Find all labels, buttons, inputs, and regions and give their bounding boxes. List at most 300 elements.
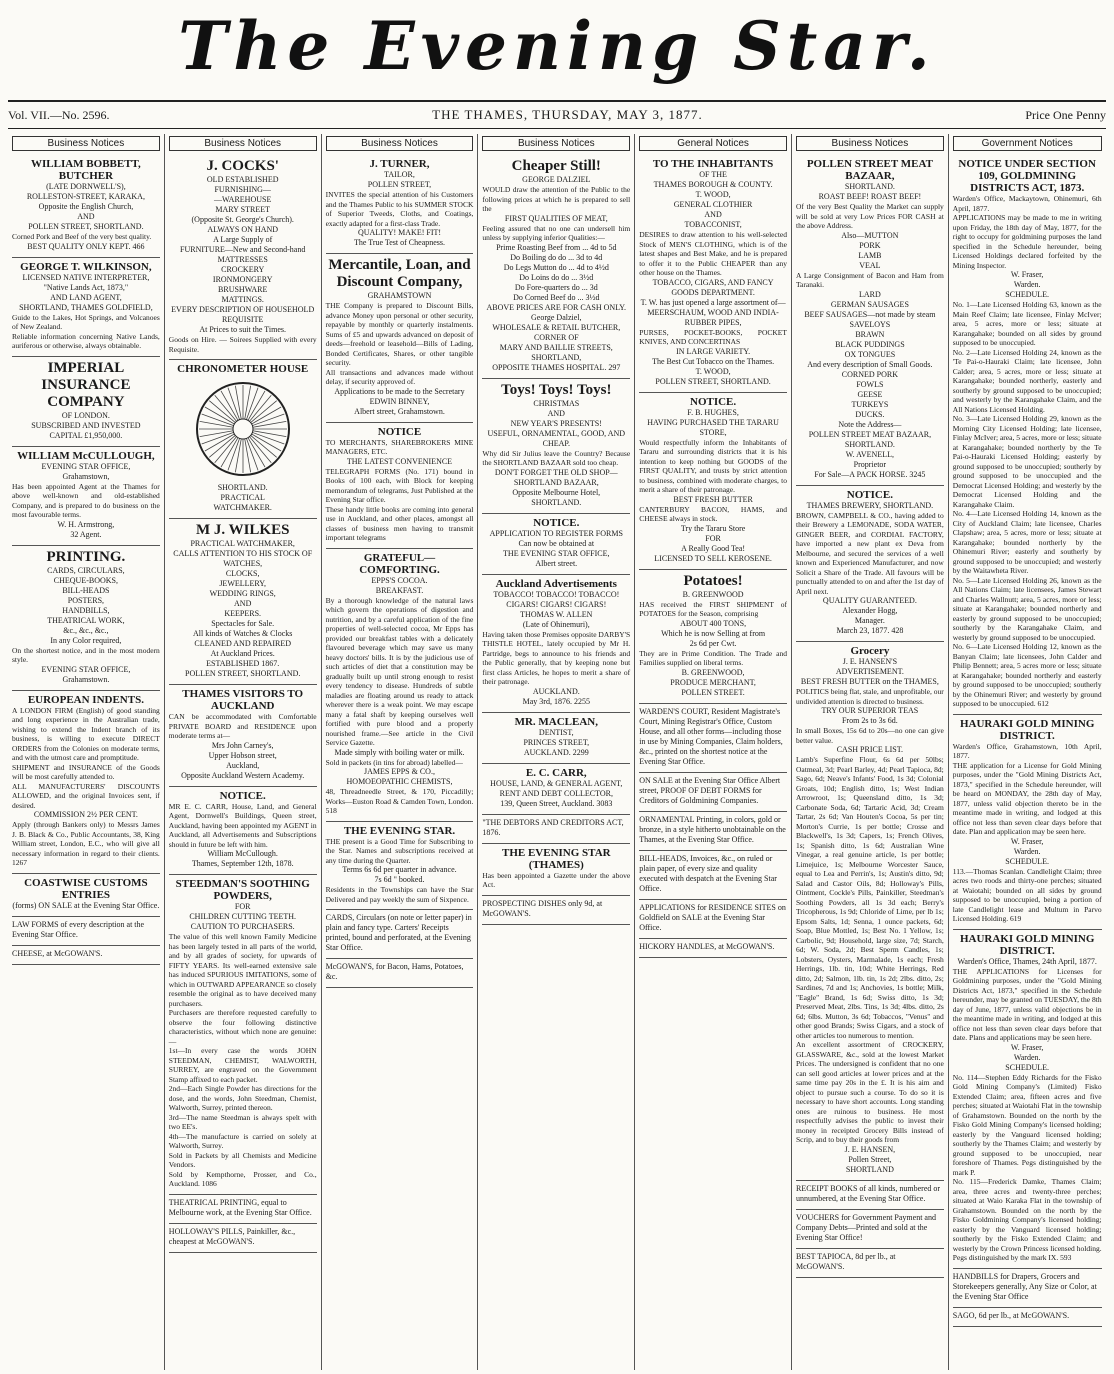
advertisement — [482, 896, 630, 925]
ad-line: HAVING PURCHASED THE TARARU STORE, — [647, 417, 779, 437]
ad-line: In small Boxes, 15s 6d to 20s—no one can give better value. — [795, 726, 944, 745]
advertisement — [953, 1308, 1102, 1327]
advertisement — [639, 773, 787, 812]
advertisement — [169, 519, 317, 685]
ad-line: W. AVENELL, — [845, 449, 894, 459]
ad-line: OF THE — [699, 170, 727, 179]
ad-line: B. GREENWOOD — [682, 589, 744, 599]
ad-line: COMMISSION 2½ PER CENT. — [33, 810, 138, 819]
ad-line: FIRST QUALITIES OF MEAT, — [504, 213, 608, 223]
ad-line: 48, Threadneedle Street, & 170, Piccadilly; Works—Euston Road & Camden Town, London. 518 — [325, 787, 474, 815]
ad-line: George Dalziel, — [531, 312, 582, 322]
ad-line: W. Fraser, — [1010, 836, 1044, 846]
ad-line: THOMAS W. ALLEN — [520, 609, 593, 619]
ad-line: IRONMONGERY — [212, 275, 273, 284]
ad-line: NEW YEAR'S PRESENTS! — [510, 418, 602, 428]
advertisement — [12, 917, 160, 946]
ad-line: CHILDREN CUTTING TEETH. — [189, 912, 297, 921]
ad-line: JAMES EPPS & CO., — [364, 767, 435, 776]
advertisement — [639, 704, 787, 773]
ad-line: 2s 6d per Cwt. — [689, 638, 737, 648]
ad-line: Grahamstown. — [62, 674, 110, 684]
ad-line: THE EVENING STAR OFFICE, — [503, 548, 610, 558]
ad-line: Warden. — [1013, 846, 1041, 856]
ad-line: POLLEN STREET, — [367, 180, 432, 189]
ad-line: CROCKERY — [221, 265, 265, 274]
ad-line: Why did Sir Julius leave the Country? Because the SHORTLAND BAZAAR sold too cheap. — [482, 448, 631, 467]
advertisement — [326, 423, 474, 549]
ad-line: RENT AND DEBT COLLECTOR, — [499, 788, 613, 798]
advertisement — [953, 715, 1102, 930]
ad-line: Goods on Hire. — Soirees Supplied with every Requisite. — [168, 335, 317, 354]
column-4 — [478, 134, 635, 1370]
ad-line: Proprietor — [853, 459, 887, 469]
ad-line: CIGARS! CIGARS! CIGARS! — [506, 599, 607, 609]
ad-line: LARD — [858, 289, 881, 299]
ad-line: AND — [77, 212, 95, 221]
ad-line: Do Corned Beef do ... 3½d — [513, 292, 600, 302]
ad-line: SHORTLAND BAZAAR, — [513, 477, 599, 487]
ad-line: TO MERCHANTS, SHAREBROKERS MINE MANAGERS, ETC. — [325, 437, 474, 456]
column-heading: Business Notices — [796, 136, 944, 151]
ad-line: CAPITAL £1,950,000. — [49, 430, 123, 440]
advertisement — [326, 910, 474, 959]
ad-line: EDWIN BINNEY, — [369, 396, 430, 406]
advertisement — [639, 851, 787, 900]
ad-line: Lamb's Superfine Flour, 6s 6d per 50lbs; Oatmeal, 3d; Pearl Barley, 4d; Pearl Tapioca, 8d; Sago, 6d; Neave's Infants' Food, 1s 3d; Colonial Groats, 10d; English ditto, 1s; West Indian Arrowroot, 1s; Queensland ditto, 1s 3d; Carbonate Soda, 6d; Tartaric Acid, 3d; Cream Tartar, 2s 6d; Van Houten's Cocoa, 5s per tin; Morton's Currie, 1s per bottle; Crosse and Blackwell's, 1s 3d; Capers, 1s; French Olives, 1s; Spanish ditto, 1s 6d; Australian Wine Vinegar, a real genuine article, 1s per bottle; Limejuice, 1s; Melbourne Worcester Sauce, equal to Lea and Perrin's, 1s; Austin's ditto, 9d; Salad and Castor Oils, 8d; Holloway's Pills, Ointment, Cockle's Pills, Painkiller, Steedman's Soothing Powders, all 1s 3d each; Berry's Tricopherous, 1s 9d; Chloride of Lime, per lb 1s; Epsom Salts, 1d; Senna, 1 ounce packets, 6d; Soap, Blue Mottled, 1s; Best No. 1 Yellow, 1s; Carbolic, 9d; Household, large size, 7d; Starch, 6d; W. Soda, 2d; Best Sperm Candles, 1s; Lobsters, Oysters, Marmalade, 1s each; Fresh Herrings, 1lb. tin, 10d; White Herrings, Red ditto, 2d; Salmon, 1lb. tin, 1s 2d; 2lbs. ditto, 2s; Sardines, 7d and 1s; Anchovies, 1s bottle; Milk, "Eagle" Brand, 1s 6d; Swiss ditto, 1s 3d; Preserved Meat, 2lbs. Tins, 1s 3d; 4lbs. ditto, 2s 6d; 6lbs. Mutton, 3s 6d; Tobaccos, "Venus" and other good Brands; Swiss Cigars, and a stock of other articles too numerous to mention. — [795, 755, 944, 1040]
ad-line: PURSES, POCKET-BOOKS, POCKET KNIVES, AND CONCERTINAS — [639, 327, 787, 346]
ad-line: AUCKLAND. 2299 — [523, 747, 589, 757]
ad-line: AUCKLAND. — [532, 686, 580, 696]
column-6 — [792, 134, 949, 1370]
ad-line: An excellent assortment of CROCKERY, GLASSWARE, &c., sold at the lowest Market Prices. The undersigned is confident that no one can sell good articles at lower prices and at the same time pay 20s in the £. It is his aim and object to pursue such a course. To do so it is necessary to have short accounts. Long standing ones are ruinous to business. He most respectfully advises the public to invest their money in receipted Grocery Bills instead of Scrip, and to buy their goods from — [795, 1040, 944, 1144]
ad-line: W. H. Armstrong, — [57, 519, 115, 529]
ad-line: APPLICATIONS may be made to me in writing upon Friday, the 18th day of May, 1877, for the right to occupy for goldmining purposes the land specified in the Schedule hereunder, being Licensed Holdings declared forfeited by the Mining Inspector. — [952, 213, 1102, 270]
ad-title: LAW FORMS of every description at the Evening Star Office. — [12, 919, 145, 939]
ad-line: THE LATEST CONVENIENCE — [346, 456, 453, 466]
advertisement — [326, 155, 474, 254]
ad-title: WARDEN'S COURT, Resident Magistrate's Court, Mining Registrar's Office, Custom House, and all other forms—including those in use by Mining Companies, Claim holders, &c., printed on the shortest notice at the Evening Star Office. — [639, 706, 783, 766]
ad-line: Auckland, — [226, 760, 260, 770]
ad-line: May 3rd, 1876. 2255 — [522, 696, 590, 706]
column-1 — [8, 134, 165, 1370]
ad-line: The True Test of Cheapness. — [353, 238, 446, 247]
ad-line: ABOUT 400 TONS, — [680, 618, 747, 628]
volume-number: Vol. VII.—No. 2596. — [8, 107, 110, 122]
advertisement — [326, 549, 474, 822]
ad-line: 7s 6d " booked. — [374, 875, 425, 884]
ad-line: No. 6—Late Licensed Holding 12, known as the Banyan Claim; late licensees, John Calder and Philip Bennett; area, 5 acres more or less; situate at Karangahake; bounded northerly and easterly by ground supposed to be unoccupied; southerly by the Ohinemuri River; and westerly by ground supposed to be unoccupied. 612 — [952, 642, 1102, 708]
ad-line: 139, Queen Street, Auckland. 3083 — [500, 798, 613, 808]
ad-line: THE application for a License for Gold Mining purposes, under the "Gold Mining Districts Act, 1873," specified in the Schedule hereunder, will be heard on MONDAY, the 28th day of May, 1877, unless valid objection thereto be in the meantime made in writing, and lodged at this office not less than seven clear days before that date. Plan and application may be seen here. — [952, 760, 1102, 836]
ad-line: POSTERS, — [67, 595, 105, 605]
ad-title: WILLIAM McCULLOUGH, — [17, 449, 155, 462]
ad-line: POLLEN STREET. — [681, 687, 745, 697]
ad-line: DESIRES to draw attention to his well-selected Stock of MEN'S CLOTHING, which is of the latest shapes and Best Make, and he is prepared to offer it to the Public CHEAPER than any other house on the Thames. — [639, 230, 787, 277]
column-heading: Business Notices — [169, 136, 317, 151]
ad-title: "THE DEBTORS AND CREDITORS ACT, 1876. — [482, 817, 624, 837]
ad-line: FOR — [705, 533, 721, 543]
ad-line: EPPS'S COCOA. — [371, 575, 428, 585]
ad-line: ALL MANUFACTURERS' DISCOUNTS ALLOWED, and the original Invoices sent, if desired. — [12, 781, 160, 810]
ad-line: SCHEDULE. — [1005, 290, 1050, 299]
ad-line: ADVERTISEMENT. — [835, 667, 904, 676]
ad-title: J. TURNER, — [369, 158, 430, 170]
ad-line: Warden. — [1013, 1052, 1041, 1062]
ad-line: SHORTLAND. — [217, 483, 268, 492]
ad-line: OF LONDON. — [61, 410, 110, 420]
ad-line: LICENSED TO SELL KEROSENE. — [654, 553, 772, 563]
advertisement — [12, 546, 160, 691]
columns — [8, 134, 1106, 1370]
ad-line: Spectacles for Sale. — [211, 619, 275, 628]
ad-line: MARY STREET — [215, 205, 270, 214]
ad-line: MEERSCHAUM, WOOD AND INDIA-RUBBER PIPES, — [647, 307, 779, 327]
ad-title: VOUCHERS for Government Payment and Company Debts—Printed and sold at the Evening Star Office! — [795, 1212, 936, 1242]
ad-line: CLEANED AND REPAIRED — [194, 639, 291, 648]
ad-line: HAS received the FIRST SHIPMENT of POTATOES for the Season, comprising — [639, 599, 787, 618]
ad-line: Opposite the English Church, — [38, 202, 134, 211]
ad-line: BEST FRESH BUTTER — [673, 494, 753, 504]
ad-line: 3rd—The name Steedman is always spelt with two EE's. — [168, 1112, 317, 1131]
advertisement — [482, 514, 630, 575]
ad-line: FOWLS — [856, 379, 884, 389]
ad-line: Do Fore-quarters do ... 3d — [514, 282, 598, 292]
ad-line: They are in Prime Condition. The Trade and Families supplied on liberal terms. — [639, 648, 787, 667]
advertisement — [639, 812, 787, 851]
ad-title: BILL-HEADS, Invoices, &c., on ruled or plain paper, of every size and quality executed with despatch at the Evening Star Office. — [639, 853, 777, 893]
advertisement — [482, 155, 630, 379]
ad-line: Mrs John Carney's, — [211, 740, 274, 750]
advertisement — [639, 570, 787, 704]
ad-title: Cheaper Still! — [511, 158, 601, 174]
ad-line: MATTINGS. — [221, 295, 264, 304]
ad-title: HICKORY HANDLES, at McGOWAN'S. — [639, 941, 775, 951]
ad-line: ROLLESTON-STREET, KARAKA, — [26, 192, 145, 201]
ad-line: (Opposite St. George's Church). — [191, 215, 294, 224]
ad-line: MR E. C. CARR, House, Land, and General Agent, Dornwell's Buildings, Queen street, Auckland, having been appointed my AGENT in Auckland, all Advertisements and Subscriptions should in future be left with him. — [168, 801, 317, 849]
ad-line: 113.—Thomas Scanlan. Candlelight Claim; three acres two roods and thirty-one perches; situated at Waiotahi; bounded on all sides by ground supposed to be unoccupied, being a portion of late Candlelight lease and Multum in Parvo Licensed Holding. 619 — [952, 866, 1102, 923]
ad-title: MR. MACLEAN, — [514, 715, 598, 728]
ad-line: THAMES BOROUGH & COUNTY. — [653, 180, 773, 189]
ad-line: EVENING STAR OFFICE, — [41, 461, 131, 471]
ad-line: 2nd—Each Single Powder has directions for the dose, and the words, John Steedman, Chemist, Walworth, Surrey, printed thereon. — [168, 1084, 317, 1112]
ad-line: AND — [547, 408, 565, 418]
ad-line: The value of this well known Family Medicine has been largely tested in all parts of the world, and by all grades of society, for upwards of FIFTY YEARS. Its well-earned extensive sale has induced SPURIOUS IMITATIONS, some of which in OUTWARD APPEARANCE so closely resemble the original as to have deceived many purchasers. — [168, 932, 317, 1008]
ad-title: NOTICE. — [219, 789, 266, 802]
ad-line: USEFUL, ORNAMENTAL, GOOD, AND CHEAP. — [487, 428, 626, 448]
ad-title: Potatoes! — [683, 572, 743, 589]
ad-line: J. E. HANSEN'S — [842, 657, 898, 666]
ad-line: From 2s to 3s 6d. — [841, 716, 898, 725]
ad-title: THEATRICAL PRINTING, equal to Melbourne work, at the Evening Star Office. — [168, 1197, 312, 1217]
advertisement — [953, 1269, 1102, 1308]
ad-line: BRAWN — [855, 329, 885, 339]
advertisement — [639, 939, 787, 958]
ad-line: Can now be obtained at — [518, 538, 595, 548]
ad-title: HAURAKI GOLD MINING DISTRICT. — [959, 932, 1095, 957]
ad-line: CORNER OF — [533, 332, 579, 342]
ad-title: M J. WILKES — [195, 522, 290, 538]
advertisement — [12, 691, 160, 874]
ad-title: THAMES VISITORS TO AUCKLAND — [182, 688, 304, 712]
ad-title: PRINTING. — [46, 548, 126, 565]
ad-line: THE APPLICATIONS for Licenses for Goldmining purposes, under the "Gold Mining Districts Act, 1873," specified in the Schedule hereunder, may be granted on TUESDAY, the 8th day of June, 1877, unless valid objections be in the meantime made in writing, and lodged at this office not less than seven clear days before that date. Plans and applications may be seen here. — [952, 966, 1102, 1042]
ad-line: WOULD draw the attention of the Public to the following prices at which he is prepared to sell the — [482, 185, 631, 213]
column-heading: Business Notices — [12, 136, 160, 151]
advertisement — [169, 875, 317, 1195]
advertisement — [12, 357, 160, 447]
ad-line: Sold in Packets by all Chemists and Medicine Vendors. — [168, 1150, 317, 1169]
masthead — [0, 0, 1114, 92]
ad-line: DENTIST, — [538, 727, 574, 737]
ad-line: Guide to the Lakes, Hot Springs, and Volcanoes of New Zealand. — [12, 312, 160, 331]
ad-line: Warden's Office, Thames, 24th April, 1877. — [957, 956, 1097, 966]
ad-line: Also—MUTTON — [841, 230, 899, 240]
ad-line: EVENING STAR OFFICE, — [41, 664, 131, 674]
ad-line: No. 4—Late Licensed Holding 14, known as the City of Auckland Claim; late licensee, Charles Clapshaw; area, 5 acres, more or less; situate at Karangahake; bounded northerly by the Ohinemuri River; easterly and southerly by ground supposed to be unoccupied; and westerly by the Waitawheta River. — [952, 509, 1102, 575]
ad-line: CALLS ATTENTION TO HIS STOCK OF — [173, 549, 313, 558]
ad-line: TELEGRAPH FORMS (No. 171) bound in Books of 100 each, with Block for keeping memorandum of telegrams, Just Published at the Evening Star office. — [325, 466, 474, 504]
advertisement — [639, 155, 787, 393]
ad-line: Prime Roasting Beef from ... 4d to 5d — [496, 242, 617, 252]
ad-line: A Large Supply of — [213, 235, 273, 244]
ad-title: NOTICE. — [846, 488, 893, 501]
ad-line: No. 5—Late Licensed Holding 26, known as the All Nations Claim; late licensees, James Stewart and Charles Wallnutt; area, 5 acres, more or less; situate at Karangahake; bounded northerly and easterly by ground supposed to be unoccupied; southerly by the Karangahake Claim, and westerly by ground supposed to be unoccupied. — [952, 575, 1102, 642]
ad-title: WILLIAM BOBBETT, BUTCHER — [30, 158, 141, 182]
ad-line: PORK — [859, 240, 881, 250]
ad-line: Do Loins do do ... 3½d — [519, 272, 594, 282]
ad-line: (LATE DORNWELL'S), — [46, 182, 126, 191]
advertisement — [326, 822, 474, 911]
ad-line: Made simply with boiling water or milk. — [334, 747, 465, 757]
ad-line: All kinds of Watches & Clocks — [192, 629, 293, 638]
ad-line: THE present is a Good Time for Subscribing to the Star. Names and subscriptions received at any time during the Quarter. — [325, 836, 474, 865]
ad-line: IN LARGE VARIETY. — [676, 346, 751, 356]
ad-line: SHORTLAND, THAMES GOLDFIELD, — [19, 302, 153, 312]
advertisement — [326, 959, 474, 988]
ad-line: F. B. HUGHES, — [687, 407, 739, 417]
ad-title: HANDBILLS for Drapers, Grocers and Storekeepers generally, Any Size or Color, at the Evening Star Office — [952, 1271, 1097, 1301]
ad-title: APPLICATIONS for RESIDENCE SITES on Goldfield on SALE at the Evening Star Office. — [639, 902, 786, 932]
ad-line: B. GREENWOOD, — [681, 667, 745, 677]
ad-line: CARDS, CIRCULARS, — [47, 565, 125, 575]
ad-line: A Really Good Tea! — [681, 543, 746, 553]
ad-line: SCHEDULE. — [1005, 1062, 1050, 1072]
advertisement — [482, 764, 630, 815]
ad-line: Opposite Melbourne Hotel, — [512, 487, 601, 497]
ad-line: Purchasers are therefore requested carefully to observe the four following distinctive characteristics, without which none are genuine:— — [168, 1008, 317, 1046]
ad-line: Reliable information concerning Native Lands, auriferous or otherwise, always obtainable. — [12, 331, 160, 350]
ad-title: STEEDMAN'S SOOTHING POWDERS, — [175, 878, 310, 902]
ad-title: ORNAMENTAL Printing, in colors, gold or bronze, in a style hitherto unobtainable on the Thames, at the Evening Star Office. — [639, 814, 786, 844]
ad-line: CORNED PORK — [841, 369, 898, 379]
ad-title: HOLLOWAY'S PILLS, Painkiller, &c., cheapest at McGOWAN'S. — [168, 1226, 296, 1246]
ad-line: TOBACCO! TOBACCO! TOBACCO! — [493, 589, 620, 599]
ad-line: At Prices to suit the Times. — [199, 325, 287, 334]
ad-line: SHORTLAND. — [844, 439, 895, 449]
ad-line: Thames, September 12th, 1878. — [191, 859, 294, 868]
ad-title: RECEIPT BOOKS of all kinds, numbered or unnumbered, at the Evening Star Office. — [795, 1183, 941, 1203]
ad-line: POLLEN STREET, SHORTLAND. — [655, 376, 771, 386]
ad-line: Warden's Office, Mackaytown, Ohinemuri, 6th April, 1877. — [952, 194, 1102, 213]
ad-line: No. 3—Late Licensed Holding 29, known as the Morning City Licensed Holding; late licensee, Finlay McIver; area, 5 acres, more or less; situate at Karangahake; bounded northerly by the Te Pai-o-Hauraki Licensed Holding; easterly by ground supposed to be unoccupied; southerly by ground supposed to be unoccupied and the Democrat Licensed Holding; and westerly by the Democrat Licensed Holding and the Karangahake Claim. — [952, 414, 1102, 509]
ad-line: Opposite Auckland Western Academy. — [181, 770, 305, 780]
ad-line: PRACTICAL — [220, 493, 265, 502]
ad-line: CLOCKS, — [225, 569, 260, 578]
ad-line: MARY AND BAILLIE STREETS, — [499, 342, 613, 352]
ad-title: NOTICE — [377, 425, 422, 438]
ad-line: SCHEDULE. — [1005, 856, 1050, 866]
ad-line: FURNITURE—New and Second-hand — [180, 245, 306, 254]
ad-line: GERMAN SAUSAGES — [830, 299, 909, 309]
ad-line: CHEQUE-BOOKS, — [53, 575, 119, 585]
column-heading: Government Notices — [953, 136, 1102, 151]
ad-line: TAILOR, — [384, 170, 415, 179]
ad-line: SHORTLAND, — [531, 352, 582, 362]
ad-line: OLD ESTABLISHED — [206, 175, 279, 184]
ad-line: On the shortest notice, and in the most modern style. — [12, 645, 160, 664]
ad-title: COASTWISE CUSTOMS ENTRIES — [24, 876, 148, 901]
ad-line: Pollen Street, — [848, 1154, 892, 1164]
ad-line: Apply (through Bankers only) to Messrs James J. B. Black & Co., Public Accountants, 38, King William street, London, E.C., who will give all necessary information in regard to their clients. 1267 — [12, 820, 160, 867]
ad-line: WATCHMAKER. — [213, 503, 272, 512]
ad-line: PRINCES STREET, — [523, 737, 590, 747]
ad-line: SHORTLAND. — [844, 182, 895, 191]
ad-title: Toys! Toys! Toys! — [501, 381, 612, 398]
ad-line: W. Fraser, — [1010, 270, 1044, 279]
ad-line: THEATRICAL WORK, — [47, 615, 125, 625]
ad-title: GEORGE T. WILKINSON, — [20, 260, 152, 273]
column-5 — [635, 134, 792, 1370]
advertisement — [482, 844, 630, 896]
advertisement — [12, 874, 160, 917]
ad-line: VEAL — [859, 260, 881, 270]
ad-line: APPLICATION TO REGISTER FORMS — [489, 528, 623, 538]
advertisement — [639, 393, 787, 570]
ad-title: Auckland Advertisements — [495, 577, 617, 590]
ad-line: Has been appointed a Gazette under the above Act. — [482, 870, 631, 889]
ad-line: William McCullough. — [207, 849, 278, 858]
ad-line: For Sale—A PACK HORSE. 3245 — [814, 469, 926, 479]
advertisement — [796, 486, 944, 643]
ad-line: Having taken those Premises opposite DARBY'S THISTLE HOTEL, lately occupied by Mr H. Partridge, begs to announce to his friends and the Public generally, that by keeping none but first class Articles, he hopes to merit a share of their patronage. — [482, 629, 631, 686]
ad-line: AND LAND AGENT, — [50, 292, 122, 302]
ad-line: Try the Tararu Store — [680, 523, 746, 533]
ad-line: W. Fraser, — [1010, 1042, 1044, 1052]
ad-line: PRODUCE MERCHANT, — [670, 677, 756, 687]
ad-line: CANTERBURY BACON, HAMS, and CHEESE always in stock. — [639, 504, 787, 523]
ad-line: No. 1—Late Licensed Holding 63, known as the Main Reef Claim; late licensee, Finlay McIver; area, 5 acres, more or less; situate at Karangahake; bounded on all sides by ground supposed to be unoccupied. — [952, 300, 1102, 347]
ad-line: THE Company is prepared to Discount Bills, advance Money upon personal or other security, repayable by monthly or quarterly instalments. Sums of £5 and upwards advanced on deposit of deeds—freehold or leasehold—Bills of Lading, Bonded Certificates, Shares, or other tangible security. — [325, 301, 474, 367]
ad-line: POLLEN STREET MEAT BAZAAR, — [808, 429, 932, 439]
newspaper-title: The Evening Star. — [178, 7, 936, 85]
ad-title: TO THE INHABITANTS — [652, 158, 774, 170]
ad-line: No. 115—Frederick Damke, Thames Claim; area, three acres and twenty-three perches; situated at Waio Karaka Flat in the township of Grahamstown. Bounded on the north by the Fisko Goldmining Company's licensed holding; easterly by the Vanguard licensed holding; southerly by the Fisko Extended Claim; and westerly by the Crown Princess licensed holding. Pegs distinguished by the mark IX. 593 — [952, 1177, 1102, 1262]
ad-title: POLLEN STREET MEAT BAZAAR, — [806, 158, 933, 182]
ad-title: EUROPEAN INDENTS. — [27, 693, 144, 706]
ad-line: Of the very Best Quality the Market can supply will be sold at very Low Prices FOR CASH at the above Address. — [795, 202, 944, 230]
ad-line: ROAST BEEF! ROAST BEEF! — [818, 192, 922, 201]
ad-line: AND — [234, 599, 252, 608]
ad-line: &c., &c., &c., — [63, 625, 109, 635]
ad-line: ESTABLISHED 1867. — [206, 659, 280, 668]
advertisement — [169, 360, 317, 519]
advertisement — [482, 713, 630, 764]
ad-title: BEST TAPIOCA, 8d per lb., at McGOWAN'S. — [795, 1251, 896, 1271]
ad-line: 4th—The manufacture is carried on solely at Walworth, Surrey. — [168, 1131, 317, 1150]
ad-line: HANDBILLS, — [62, 605, 110, 615]
ad-line: Do Legs Mutton do ... 4d to 4½d — [503, 262, 609, 272]
ad-line: CASH PRICE LIST. — [836, 745, 904, 754]
ad-line: BEEF SAUSAGES—not made by steam — [804, 309, 936, 319]
ad-line: GRAHAMSTOWN — [367, 291, 432, 300]
ad-line: SHORTLAND. — [531, 497, 582, 507]
advertisement — [796, 1181, 944, 1210]
ad-line: EVERY DESCRIPTION OF HOUSEHOLD REQUISITE — [171, 305, 315, 324]
ad-line: All transactions and advances made without delay, if security approved of. — [325, 367, 474, 386]
ad-line: WATCHES, — [223, 559, 263, 568]
ad-title: NOTICE. — [690, 395, 737, 408]
advertisement — [796, 1249, 944, 1278]
ad-title: Mercantile, Loan, and Discount Company, — [328, 257, 471, 290]
ad-line: BLACK PUDDINGS — [835, 339, 905, 349]
advertisement — [169, 1195, 317, 1224]
ad-line: No. 114—Stephen Eddy Richards for the Fisko Gold Mining Company's (Limited) Fisko Extended Claim; area, fifteen acres and five perches; situated at Waiotahi Flat in the township of Grahamstown. Bounded on the north by the Fisko Gold Mining Company's licensed holding; easterly by the Vanguard licensed holding; southerly by the Thames Claim; and westerly by ground supposed to be unoccupied, near foreshore of Thames. Pegs distinguished by the mark P. — [952, 1072, 1102, 1177]
ad-line: Grahamstown, — [62, 471, 110, 481]
ad-line: DON'T FORGET THE OLD SHOP— — [494, 467, 618, 477]
ad-line: At Auckland Prices. — [210, 649, 275, 658]
ad-line: FURNISHING— — [214, 185, 271, 194]
ad-line: JEWELLERY, — [219, 579, 267, 588]
ad-line: SUBSCRIBED AND INVESTED — [31, 420, 141, 430]
advertisement — [12, 155, 160, 258]
ad-line: And every description of Small Goods. — [807, 359, 933, 369]
ad-line: LICENSED NATIVE INTERPRETER, — [22, 272, 150, 282]
ad-title: NOTICE. — [533, 516, 580, 529]
advertisement — [796, 642, 944, 1181]
advertisement — [326, 254, 474, 423]
ad-line: OPPOSITE THAMES HOSPITAL. 297 — [492, 362, 621, 372]
ad-title: NOTICE UNDER SECTION 109, GOLDMINING DISTRICTS ACT, 1873. — [958, 158, 1096, 194]
ad-line: POLLEN STREET, SHORTLAND. — [28, 222, 144, 231]
ad-title: HAURAKI GOLD MINING DISTRICT. — [959, 717, 1095, 742]
ad-line: BRUSHWARE — [218, 285, 268, 294]
ad-title: J. COCKS' — [206, 158, 279, 174]
ad-title: McGOWAN'S, for Bacon, Hams, Potatoes, &c. — [325, 962, 464, 981]
ad-line: Warden. — [1013, 280, 1041, 289]
advertisement — [169, 685, 317, 787]
ad-line: TURKEYS — [851, 399, 889, 409]
ad-line: BEST QUALITY ONLY KEPT. 466 — [27, 241, 145, 251]
ad-line: Residents in the Townships can have the Star Delivered and pay weekly the sum of Sixpence. — [325, 885, 474, 904]
column-2 — [165, 134, 322, 1370]
ad-line: By a thorough knowledge of the natural laws which govern the operations of digestion and nutrition, and by a careful application of the fine properties of well-selected cocoa, Mr Epps has provided our breakfast tables with a delicately flavoured beverage which may save us many heavy doctors' bills. It is by the judicious use of such articles of diet that a constitution may be gradually built up until strong enough to resist every tendency to disease. Hundreds of subtle maladies are floating around us ready to attack wherever there is a weak point. We may escape many a fatal shaft by keeping ourselves well fortified with pure blood and a properly nourished frame.—See article in the Civil Service Gazette. — [325, 595, 474, 747]
ad-line: No. 2—Late Licensed Holding 24, known as the 'Te Pai-o-Hauraki Claim; late licensee, John Calder; area, 5 acres, more or less; situate at Karangahake; bounded northerly, easterly and southerly by ground supposed to be unoccupied; and westerly by the Karangahake Claim, and the All Nations Licensed Holding. — [952, 347, 1102, 414]
advertisement — [953, 155, 1102, 715]
ad-line: CAN be accommodated with Comfortable PRIVATE BOARD and RESIDENCE upon moderate terms at— — [168, 712, 317, 740]
ad-line: DUCKS. — [855, 409, 885, 419]
ad-line: POLLEN STREET, SHORTLAND. — [185, 669, 301, 678]
ad-line: CAUTION TO PURCHASERS. — [190, 922, 295, 931]
ad-line: (Late of Ohinemuri), — [522, 619, 590, 629]
dateline — [8, 100, 1106, 129]
ad-title: THE EVENING STAR. — [343, 824, 456, 837]
ad-line: PRACTICAL WATCHMAKER, — [190, 539, 295, 548]
ad-line: THAMES BREWERY, SHORTLAND. — [806, 500, 934, 510]
ad-line: A Large Consignment of Bacon and Ham from Taranaki. — [795, 270, 944, 289]
price: Price One Penny — [1025, 107, 1106, 122]
